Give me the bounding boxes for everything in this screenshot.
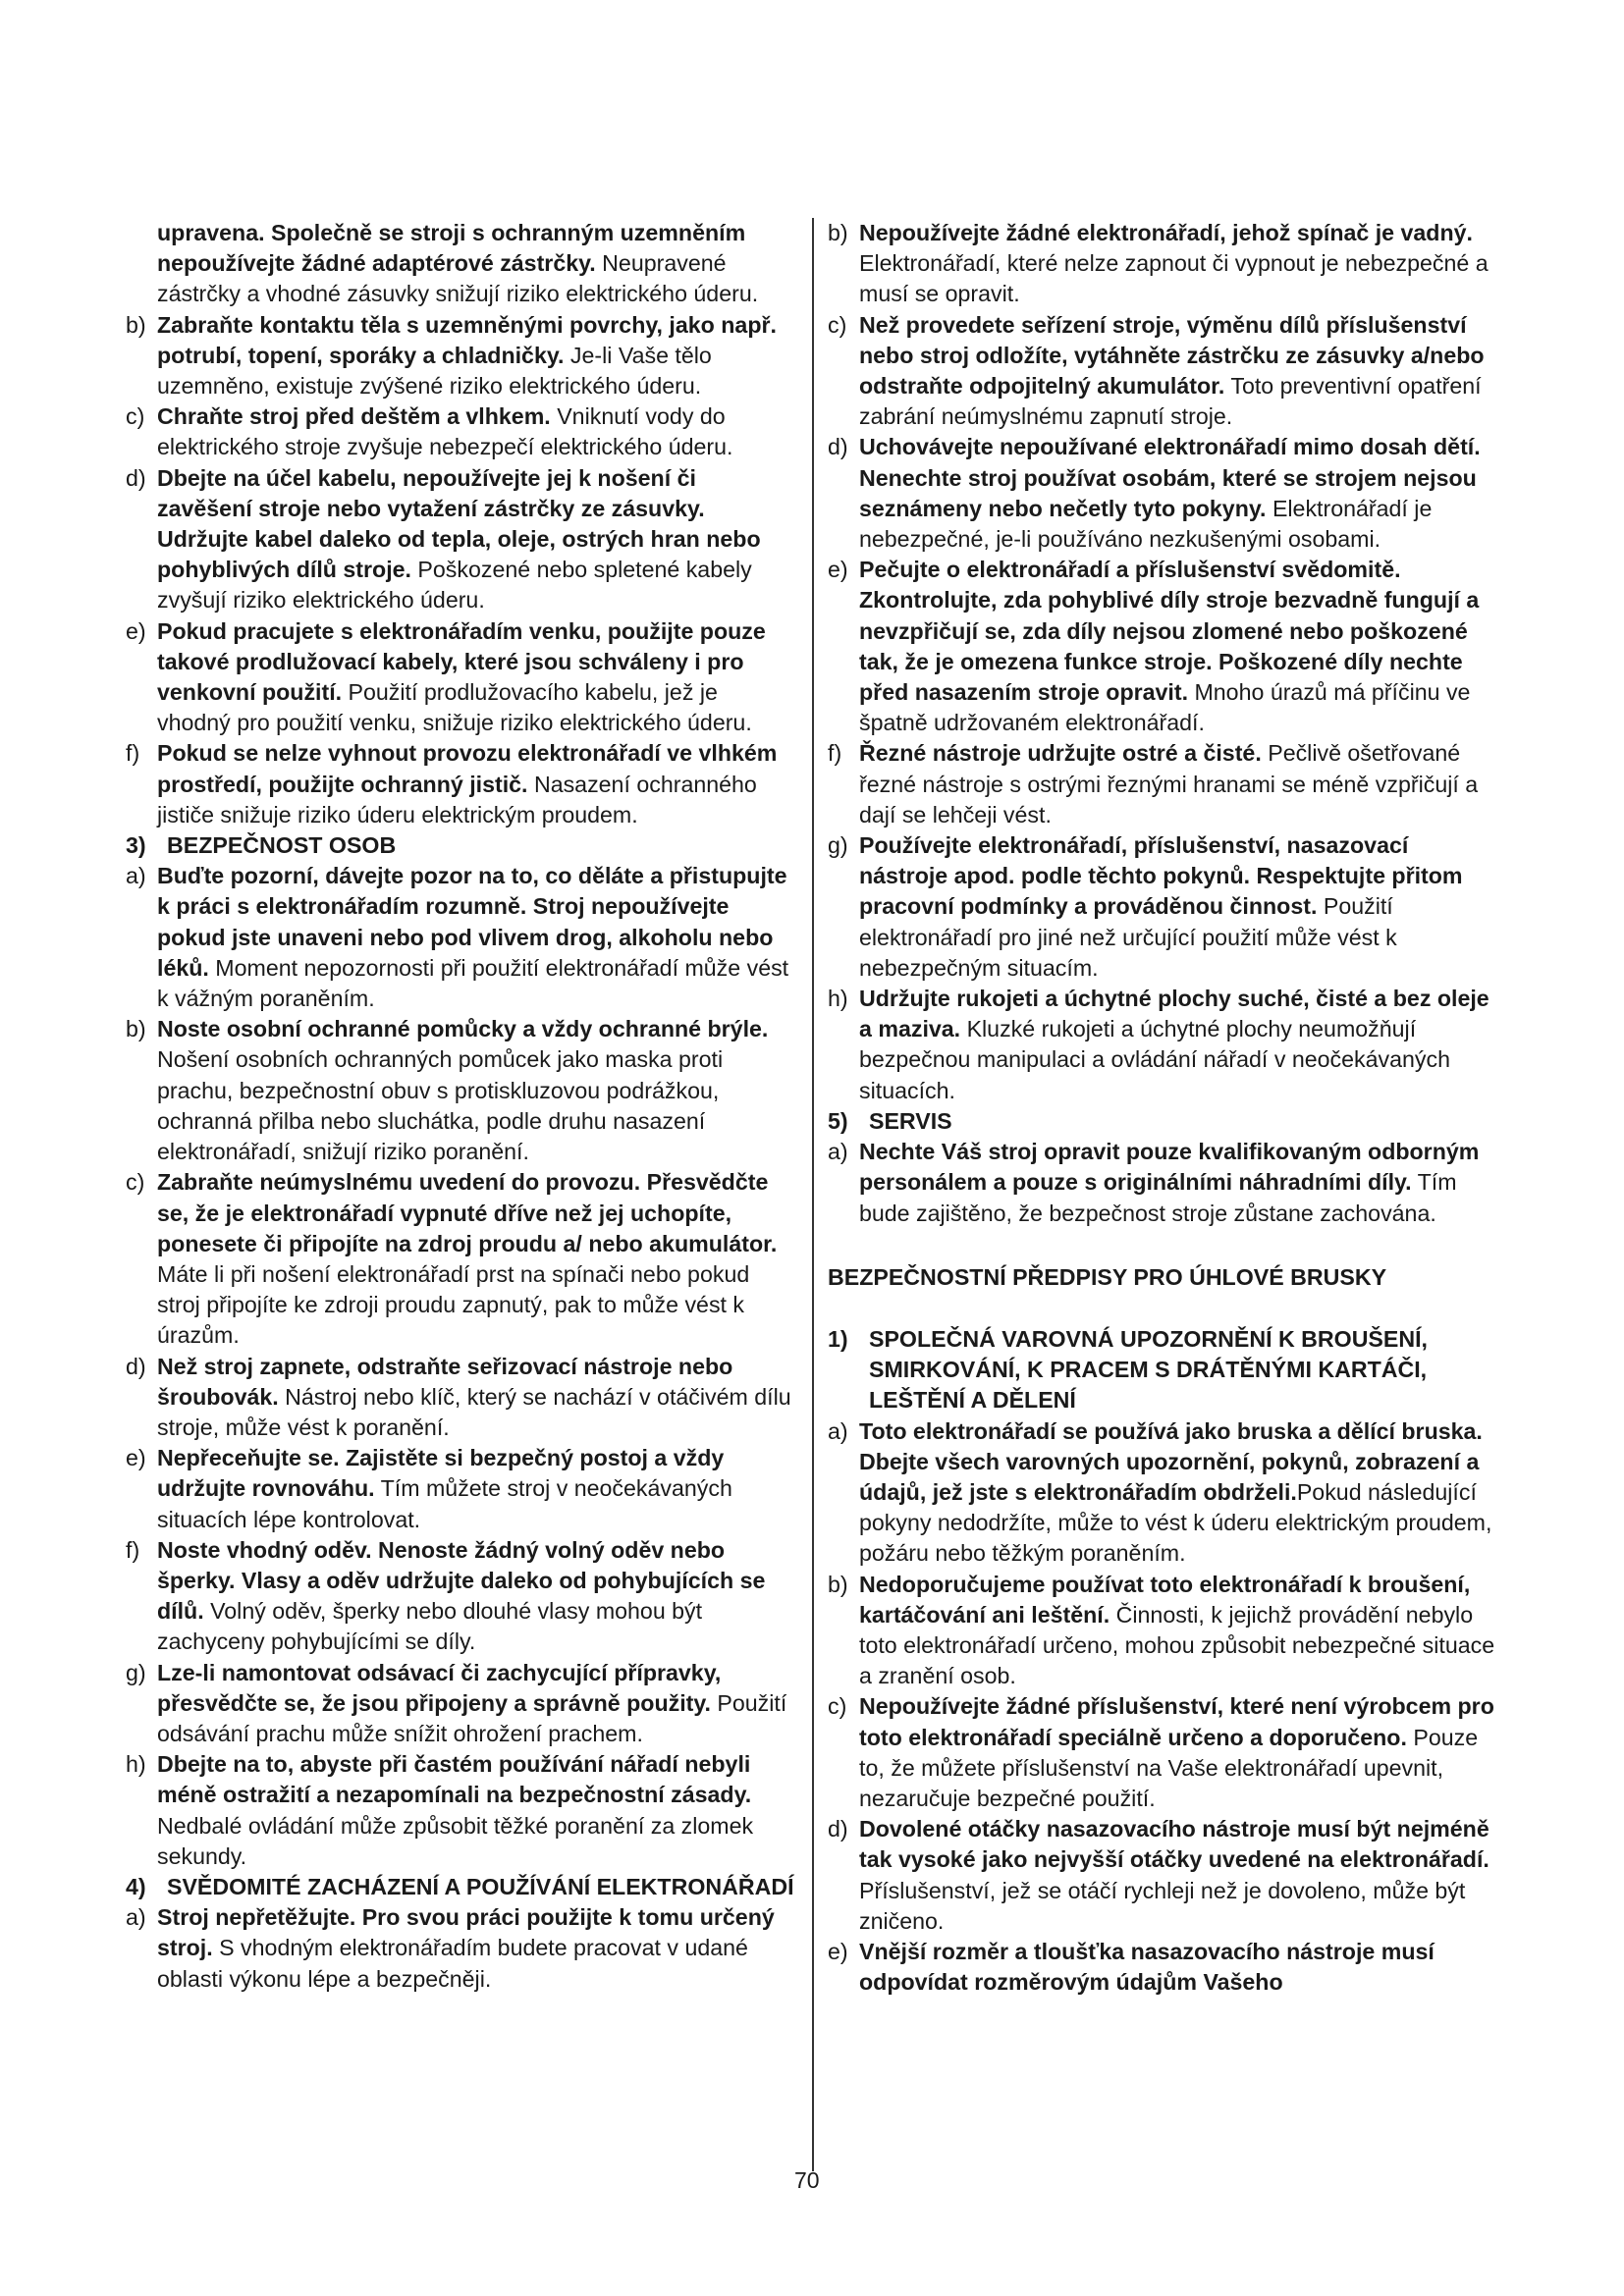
list-item: b) Zabraňte kontaktu těla s uzemněnými povrchy, jako např. potrubí, topení, sporáky a chladničky. Je-li Vaše tělo uzemněno, existuje zvýšené riziko elektrického úderu. xyxy=(126,311,777,400)
page-number: 70 xyxy=(794,2167,820,2193)
list-item: e) Pokud pracujete s elektronářadím venku, použijte pouze takové prodlužovací kabely, které jsou schváleny i pro venkovní použití. Použití prodlužovacího kabelu, jež je vhodný pro použití venku, snižuje riziko elektrického úderu. xyxy=(126,617,766,736)
list-item: d) Dbejte na účel kabelu, nepoužívejte jej k nošení či zavěšení stroje nebo vytažení zástrčky ze zásuvky. Udržujte kabel daleko od tepla, oleje, ostrých hran nebo pohyblivých dílů stroje. Poškozené nebo spletené kabely zvyšují riziko elektrického úderu. xyxy=(126,464,761,614)
section-heading: 4) SVĚDOMITÉ ZACHÁZENÍ A POUŽÍVÁNÍ ELEKTRONÁŘADÍ xyxy=(126,1873,794,1899)
main-heading: BEZPEČNOSTNÍ PŘEDPISY PRO ÚHLOVÉ BRUSKY xyxy=(828,1263,1387,1290)
list-item: b) Nepoužívejte žádné elektronářadí, jehož spínač je vadný. Elektronářadí, které nelze zapnout či vypnout je nebezpečné a musí se opravit. xyxy=(828,220,1489,307)
list-item: g) Používejte elektronářadí, příslušenství, nasazovací nástroje apod. podle těchto pokynů. Respektujte přitom pracovní podmínky a prováděnou činnost. Použití elektronářadí pro jiné než určující použití může vést k nebezpečným situacím. xyxy=(828,832,1463,981)
list-item: d) Než stroj zapnete, odstraňte seřizovací nástroje nebo šroubovák. Nástroj nebo klíč, který se nachází v otáčivém dílu stroje, může vést k poranění. xyxy=(126,1353,791,1440)
section-heading: 1) SPOLEČNÁ VAROVNÁ UPOZORNĚNÍ K BROUŠENÍ, SMIRKOVÁNÍ, K PRACEM S DRÁTĚNÝMI KARTÁČI, LEŠTĚNÍ A DĚLENÍ xyxy=(828,1325,1428,1414)
list-item: a) Buďte pozorní, dávejte pozor na to, co děláte a přistupujte k práci s elektronářadím rozumně. Stroj nepoužívejte pokud jste unaveni nebo pod vlivem drog, alkoholu nebo léků. Moment nepozornosti při použití elektronářadí může vést k vážným poraněním. xyxy=(126,863,789,1012)
right-column xyxy=(828,218,1498,1998)
list-item: h) Dbejte na to, abyste při častém používání nářadí nebyli méně ostražití a nezapomínali na bezpečnostní zásady. Nedbalé ovládání může způsobit těžké poranění za zlomek sekundy. xyxy=(126,1751,754,1869)
section-heading: 3) BEZPEČNOST OSOB xyxy=(126,832,397,859)
left-column xyxy=(126,218,796,1995)
list-item: a) Toto elektronářadí se používá jako bruska a dělící bruska. Dbejte všech varovných upozornění, pokynů, zobrazení a údajů, jež jste s elektronářadím obdrželi.Pokud následující pokyny nedodržíte, může to vést k úderu elektrickým proudem, požáru nebo těžkým poraněním. xyxy=(828,1417,1492,1567)
list-item: f) Řezné nástroje udržujte ostré a čisté. Pečlivě ošetřované řezné nástroje s ostrými řeznými hranami se méně vzpřičují a dají se lehčeji vést. xyxy=(828,740,1479,828)
list-item: f) Noste vhodný oděv. Nenoste žádný volný oděv nebo šperky. Vlasy a oděv udržujte daleko od pohybujících se dílů. Volný oděv, šperky nebo dlouhé vlasy mohou být zachyceny pohybujícími se díly. xyxy=(126,1536,766,1655)
list-item: c) Než provedete seřízení stroje, výměnu dílů příslušenství nebo stroj odložíte, vytáhněte zástrčku ze zásuvky a/nebo odstraňte odpojitelný akumulátor. Toto preventivní opatření zabrání neúmyslnému zapnutí stroje. xyxy=(828,311,1485,430)
section-heading: 5) SERVIS xyxy=(828,1107,952,1134)
list-item: b) Nedoporučujeme používat toto elektronářadí k broušení, kartáčování ani leštění. Činnosti, k jejichž provádění nebylo toto elektronářadí určeno, mohou způsobit nebezpečné situace a zranění osob. xyxy=(828,1571,1495,1689)
list-item: f) Pokud se nelze vyhnout provozu elektronářadí ve vlhkém prostředí, použijte ochranný jistič. Nasazení ochranného jističe snižuje riziko úderu elektrickým proudem. xyxy=(126,740,778,828)
list-item: e) Nepřeceňujte se. Zajistěte si bezpečný postoj a vždy udržujte rovnováhu. Tím můžete stroj v neočekávaných situacích lépe kontrolovat. xyxy=(126,1445,732,1532)
list-item: a) Stroj nepřetěžujte. Pro svou práci použijte k tomu určený stroj. S vhodným elektronářadím budete pracovat v udané oblasti výkonu lépe a bezpečněji. xyxy=(126,1904,775,1992)
list-item: e) Vnější rozměr a tloušťka nasazovacího nástroje musí odpovídat rozměrovým údajům Vašeho xyxy=(828,1938,1435,1996)
list-item: a) Nechte Váš stroj opravit pouze kvalifikovaným odborným personálem a pouze s originálními náhradními díly. Tím bude zajištěno, že bezpečnost stroje zůstane zachována. xyxy=(828,1139,1480,1226)
column-divider xyxy=(812,218,814,2171)
list-item: h) Udržujte rukojeti a úchytné plochy suché, čisté a bez oleje a maziva. Kluzké rukojeti a úchytné plochy neumožňují bezpečnou manipulaci a ovládání nářadí v neočekávaných situacích. xyxy=(828,986,1489,1103)
list-item: g) Lze-li namontovat odsávací či zachycující přípravky, přesvědčte se, že jsou připojeny a správně použity. Použití odsávání prachu může snížit ohrožení prachem. xyxy=(126,1659,787,1746)
list-item: c) Chraňte stroj před deštěm a vlhkem. Vniknutí vody do elektrického stroje zvyšuje nebezpečí elektrického úderu. xyxy=(126,403,733,460)
list-item: c) Zabraňte neúmyslnému uvedení do provozu. Přesvědčte se, že je elektronářadí vypnuté dříve než jej uchopíte, ponesete či připojíte na zdroj proudu a/ nebo akumulátor. Máte li při nošení elektronářadí prst na spínači nebo pokud stroj připojíte ke zdroji proudu zapnutý, pak to může vést k úrazům. xyxy=(126,1169,778,1349)
list-item: e) Pečujte o elektronářadí a příslušenství svědomitě. Zkontrolujte, zda pohyblivé díly stroje bezvadně fungují a nevzpřičují se, zda díly nejsou zlomené nebo poškozené tak, že je omezena funkce stroje. Poškozené díly nechte před nasazením stroje opravit. Mnoho úrazů má příčinu ve špatně udržovaném elektronářadí. xyxy=(828,557,1480,736)
list-item: b) Noste osobní ochranné pomůcky a vždy ochranné brýle. Nošení osobních ochranných pomůcek jako maska proti prachu, bezpečnostní obuv s protiskluzovou podrážkou, ochranná přilba nebo sluchátka, podle druhu nasazení elektronářadí, snižují riziko poranění. xyxy=(126,1016,769,1165)
list-item: c) Nepoužívejte žádné příslušenství, které není výrobcem pro toto elektronářadí speciálně určeno a doporučeno. Pouze to, že můžete příslušenství na Vaše elektronářadí upevnit, nezaručuje bezpečné použití. xyxy=(828,1693,1494,1811)
list-item: d) Dovolené otáčky nasazovacího nástroje musí být nejméně tak vysoké jako nejvyšší otáčky uvedené na elektronářadí. Příslušenství, jež se otáčí rychleji než je dovoleno, může být zničeno. xyxy=(828,1816,1489,1934)
intro-paragraph: upravena. Společně se stroji s ochranným uzemněním nepoužívejte žádné adaptérové zástrčky. Neupravené zástrčky a vhodné zásuvky snižují riziko elektrického úderu. xyxy=(157,220,759,307)
list-item: d) Uchovávejte nepoužívané elektronářadí mimo dosah dětí. Nenechte stroj používat osobám, které se strojem nejsou seznámeny nebo nečetly tyto pokyny. Elektronářadí je nebezpečné, je-li používáno nezkušenými osobami. xyxy=(828,434,1481,553)
